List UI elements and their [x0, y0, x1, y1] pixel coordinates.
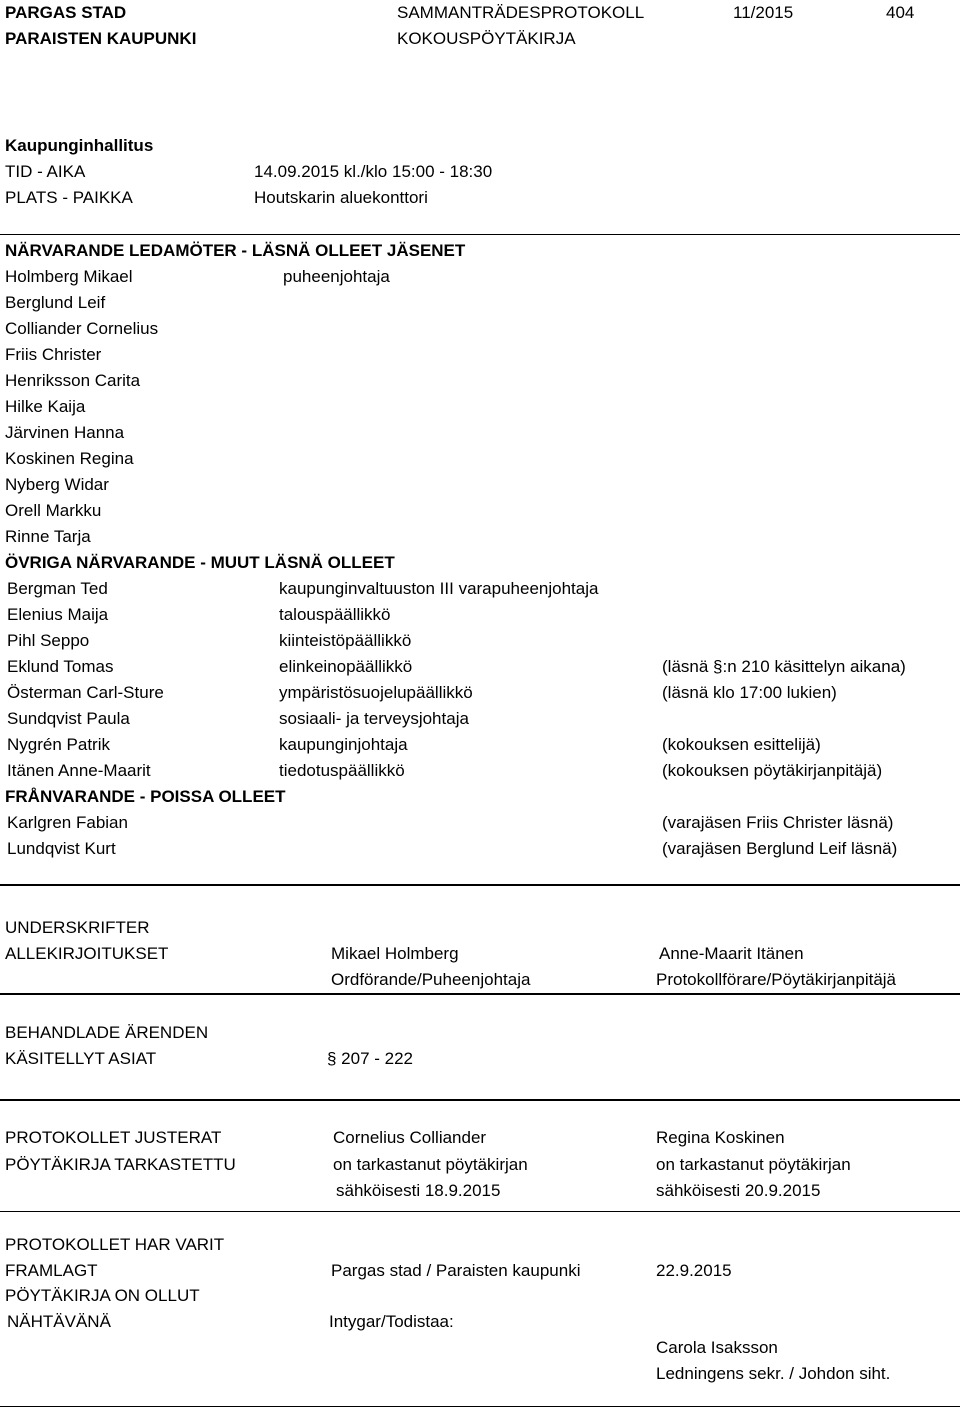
- signatures-label-fi: ALLEKIRJOITUKSET: [5, 944, 169, 963]
- page-number: 404: [886, 3, 915, 22]
- checker2-line1: on tarkastanut pöytäkirjan: [656, 1155, 851, 1174]
- other-name: Bergman Ted: [7, 579, 108, 598]
- member-name: Orell Markku: [5, 501, 102, 520]
- signatures-label-sv: UNDERSKRIFTER: [5, 918, 150, 937]
- display-date: 22.9.2015: [656, 1261, 732, 1280]
- divider: [0, 1406, 960, 1407]
- place-value: Houtskarin aluekonttori: [254, 188, 428, 207]
- member-name: Holmberg Mikael: [5, 267, 133, 286]
- other-role: talouspäällikkö: [279, 605, 391, 624]
- other-role: kaupunginvaltuuston III varapuheenjohtaja: [279, 579, 599, 598]
- time-value: 14.09.2015 kl./klo 15:00 - 18:30: [254, 162, 493, 181]
- signer2-name: Anne-Maarit Itänen: [659, 944, 804, 963]
- other-role: kaupunginjohtaja: [279, 735, 408, 754]
- member-name: Rinne Tarja: [5, 527, 91, 546]
- member-name: Nyberg Widar: [5, 475, 109, 494]
- other-note: (kokouksen pöytäkirjanpitäjä): [662, 761, 883, 780]
- attest-label: Intygar/Todistaa:: [329, 1312, 454, 1331]
- absent-note: (varajäsen Berglund Leif läsnä): [662, 839, 898, 858]
- doc-type-sv: SAMMANTRÄDESPROTOKOLL: [397, 3, 645, 22]
- items-label-sv: BEHANDLADE ÄRENDEN: [5, 1023, 209, 1042]
- other-note: (läsnä klo 17:00 lukien): [662, 683, 837, 702]
- member-name: Berglund Leif: [5, 293, 106, 312]
- member-role: puheenjohtaja: [283, 267, 390, 286]
- other-name: Österman Carl-Sture: [7, 683, 164, 702]
- absent-name: Karlgren Fabian: [7, 813, 128, 832]
- other-name: Elenius Maija: [7, 605, 109, 624]
- other-name: Sundqvist Paula: [7, 709, 130, 728]
- display-label-sv2: FRAMLAGT: [5, 1261, 98, 1280]
- others-heading: ÖVRIGA NÄRVARANDE - MUUT LÄSNÄ OLLEET: [5, 553, 395, 572]
- display-label-fi2: NÄHTÄVÄNÄ: [7, 1312, 111, 1331]
- member-name: Hilke Kaija: [5, 397, 86, 416]
- member-name: Henriksson Carita: [5, 371, 141, 390]
- signer2-title: Protokollförare/Pöytäkirjanpitäjä: [656, 970, 897, 989]
- checked-label-fi: PÖYTÄKIRJA TARKASTETTU: [5, 1155, 236, 1174]
- member-name: Friis Christer: [5, 345, 102, 364]
- divider: [0, 993, 960, 995]
- other-name: Itänen Anne-Maarit: [7, 761, 151, 780]
- other-role: sosiaali- ja terveysjohtaja: [279, 709, 469, 728]
- other-role: kiinteistöpäällikkö: [279, 631, 412, 650]
- attester-name: Carola Isaksson: [656, 1338, 778, 1357]
- divider: [0, 1099, 960, 1101]
- items-label-fi: KÄSITELLYT ASIAT: [5, 1049, 157, 1068]
- other-role: elinkeinopäällikkö: [279, 657, 413, 676]
- member-name: Järvinen Hanna: [5, 423, 125, 442]
- divider: [0, 234, 960, 235]
- member-name: Koskinen Regina: [5, 449, 134, 468]
- checker1-name: Cornelius Colliander: [333, 1128, 487, 1147]
- doc-type-fi: KOKOUSPÖYTÄKIRJA: [397, 29, 576, 48]
- attester-title: Ledningens sekr. / Johdon siht.: [656, 1364, 891, 1383]
- display-label-fi1: PÖYTÄKIRJA ON OLLUT: [5, 1286, 200, 1305]
- other-name: Pihl Seppo: [7, 631, 90, 650]
- other-name: Eklund Tomas: [7, 657, 114, 676]
- meeting-body: Kaupunginhallitus: [5, 136, 154, 155]
- items-value: § 207 - 222: [327, 1049, 414, 1068]
- other-note: (läsnä §:n 210 käsittelyn aikana): [662, 657, 906, 676]
- other-name: Nygrén Patrik: [7, 735, 110, 754]
- signer1-name: Mikael Holmberg: [331, 944, 459, 963]
- display-label-sv1: PROTOKOLLET HAR VARIT: [5, 1235, 225, 1254]
- other-role: tiedotuspäällikkö: [279, 761, 405, 780]
- absent-note: (varajäsen Friis Christer läsnä): [662, 813, 894, 832]
- divider: [0, 1211, 960, 1212]
- checker1-line1: on tarkastanut pöytäkirjan: [333, 1155, 528, 1174]
- member-name: Colliander Cornelius: [5, 319, 159, 338]
- absent-name: Lundqvist Kurt: [7, 839, 116, 858]
- display-place: Pargas stad / Paraisten kaupunki: [331, 1261, 581, 1280]
- members-heading: NÄRVARANDE LEDAMÖTER - LÄSNÄ OLLEET JÄSENET: [5, 241, 466, 260]
- place-label: PLATS - PAIKKA: [5, 188, 133, 207]
- absent-heading: FRÅNVARANDE - POISSA OLLEET: [5, 787, 286, 806]
- time-label: TID - AIKA: [5, 162, 86, 181]
- other-role: ympäristösuojelupäällikkö: [279, 683, 473, 702]
- checker1-line2: sähköisesti 18.9.2015: [336, 1181, 501, 1200]
- checker2-line2: sähköisesti 20.9.2015: [656, 1181, 821, 1200]
- other-note: (kokouksen esittelijä): [662, 735, 821, 754]
- signer1-title: Ordförande/Puheenjohtaja: [331, 970, 531, 989]
- divider: [0, 884, 960, 886]
- checked-label-sv: PROTOKOLLET JUSTERAT: [5, 1128, 222, 1147]
- checker2-name: Regina Koskinen: [656, 1128, 785, 1147]
- org-name-fi: PARAISTEN KAUPUNKI: [5, 29, 197, 48]
- issue-number: 11/2015: [733, 3, 794, 22]
- org-name-sv: PARGAS STAD: [5, 3, 127, 22]
